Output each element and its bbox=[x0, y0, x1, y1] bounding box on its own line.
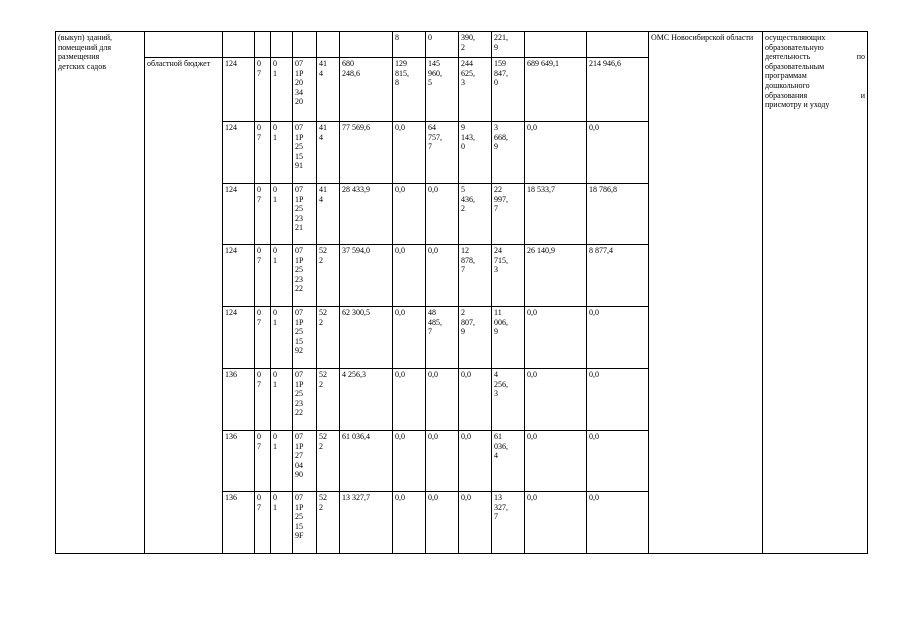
purpose-line-3: размещения bbox=[58, 52, 100, 62]
cell-subsection: 0 1 bbox=[271, 431, 293, 492]
cell-grbs: 136 bbox=[223, 369, 255, 431]
cell-2025: 159 847, 0 bbox=[492, 58, 525, 122]
cell-2025: 22 997, 7 bbox=[492, 184, 525, 245]
cell-2023: 145 960, 5 bbox=[426, 58, 459, 122]
cell-2025: 24 715, 3 bbox=[492, 245, 525, 307]
cell-total: 680 248,6 bbox=[340, 58, 393, 122]
cell-empty bbox=[255, 32, 271, 58]
cell-2023: 0,0 bbox=[426, 184, 459, 245]
cell-subsection: 0 1 bbox=[271, 184, 293, 245]
cell-target-article: 07 1P 25 23 22 bbox=[293, 245, 317, 307]
cell-section: 0 7 bbox=[255, 492, 271, 554]
cell-2023: 0,0 bbox=[426, 492, 459, 554]
result-line-5: программам bbox=[765, 71, 807, 81]
cell-2025: 13 327, 7 bbox=[492, 492, 525, 554]
cell-expense-type: 52 2 bbox=[317, 369, 340, 431]
cell-2027: 0,0 bbox=[587, 492, 649, 554]
cell-2026: 0,0 bbox=[525, 492, 587, 554]
cell-expense-type: 41 4 bbox=[317, 184, 340, 245]
cell-grbs: 124 bbox=[223, 184, 255, 245]
cell-section: 0 7 bbox=[255, 58, 271, 122]
cell-2025: 11 006, 9 bbox=[492, 307, 525, 369]
cell-empty bbox=[317, 32, 340, 58]
purpose-line-1: (выкуп) зданий, bbox=[58, 33, 113, 42]
cell-2022-top: 8 bbox=[393, 32, 426, 58]
cell-target-article: 07 1P 25 15 9F bbox=[293, 492, 317, 554]
cell-empty bbox=[223, 32, 255, 58]
cell-grbs: 136 bbox=[223, 492, 255, 554]
cell-2025: 3 668, 9 bbox=[492, 122, 525, 184]
result-line-7: образования и bbox=[765, 90, 865, 100]
executor-text: ОМС Новосибирской области bbox=[651, 33, 754, 42]
cell-total: 37 594,0 bbox=[340, 245, 393, 307]
cell-2022: 0,0 bbox=[393, 184, 426, 245]
cell-2027: 0,0 bbox=[587, 369, 649, 431]
cell-empty bbox=[525, 32, 587, 58]
cell-2023: 0,0 bbox=[426, 245, 459, 307]
cell-2025-top: 221, 9 bbox=[492, 32, 525, 58]
cell-empty bbox=[587, 32, 649, 58]
cell-grbs: 124 bbox=[223, 122, 255, 184]
cell-2024: 244 625, 3 bbox=[459, 58, 492, 122]
cell-2023: 64 757, 7 bbox=[426, 122, 459, 184]
cell-expense-type: 52 2 bbox=[317, 307, 340, 369]
cell-2024: 0,0 bbox=[459, 431, 492, 492]
cell-subsection: 0 1 bbox=[271, 307, 293, 369]
cell-2022: 0,0 bbox=[393, 245, 426, 307]
cell-subsection: 0 1 bbox=[271, 245, 293, 307]
cell-grbs: 124 bbox=[223, 58, 255, 122]
cell-expense-type: 41 4 bbox=[317, 122, 340, 184]
cell-2026: 0,0 bbox=[525, 307, 587, 369]
cell-expense-type: 52 2 bbox=[317, 492, 340, 554]
cell-2027: 0,0 bbox=[587, 431, 649, 492]
cell-empty bbox=[271, 32, 293, 58]
cell-2022: 0,0 bbox=[393, 369, 426, 431]
cell-2023: 0,0 bbox=[426, 369, 459, 431]
cell-section: 0 7 bbox=[255, 307, 271, 369]
cell-subsection: 0 1 bbox=[271, 58, 293, 122]
cell-2024: 12 878, 7 bbox=[459, 245, 492, 307]
cell-section: 0 7 bbox=[255, 431, 271, 492]
cell-2027: 18 786,8 bbox=[587, 184, 649, 245]
cell-2023: 48 485, 7 bbox=[426, 307, 459, 369]
purpose-line-4: детских садов bbox=[58, 61, 106, 71]
cell-expense-type: 52 2 bbox=[317, 245, 340, 307]
cell-subsection: 0 1 bbox=[271, 492, 293, 554]
cell-purpose bbox=[56, 32, 145, 554]
cell-empty bbox=[340, 32, 393, 58]
cell-total: 77 569,6 bbox=[340, 122, 393, 184]
table-row-top bbox=[56, 32, 868, 58]
cell-2023-top: 0 bbox=[426, 32, 459, 58]
cell-executor bbox=[649, 32, 763, 554]
cell-2024-top: 390, 2 bbox=[459, 32, 492, 58]
cell-2027: 0,0 bbox=[587, 122, 649, 184]
cell-2024: 0,0 bbox=[459, 492, 492, 554]
cell-2026: 0,0 bbox=[525, 122, 587, 184]
cell-2025: 61 036, 4 bbox=[492, 431, 525, 492]
budget-table bbox=[55, 31, 868, 554]
result-line-8: присмотру и уходу bbox=[765, 100, 830, 110]
cell-2027: 0,0 bbox=[587, 307, 649, 369]
cell-total: 62 300,5 bbox=[340, 307, 393, 369]
cell-section: 0 7 bbox=[255, 184, 271, 245]
cell-2025: 4 256, 3 bbox=[492, 369, 525, 431]
cell-2022: 0,0 bbox=[393, 307, 426, 369]
cell-2026: 18 533,7 bbox=[525, 184, 587, 245]
cell-expense-type: 52 2 bbox=[317, 431, 340, 492]
cell-expense-type: 41 4 bbox=[317, 58, 340, 122]
cell-2026: 0,0 bbox=[525, 431, 587, 492]
result-line-6: дошкольного bbox=[765, 80, 810, 90]
cell-2026: 26 140,9 bbox=[525, 245, 587, 307]
result-line-1: осуществляющих bbox=[765, 33, 826, 42]
cell-total: 4 256,3 bbox=[340, 369, 393, 431]
cell-grbs: 136 bbox=[223, 431, 255, 492]
cell-target-article: 07 1P 27 04 90 bbox=[293, 431, 317, 492]
cell-target-article: 07 1P 25 23 21 bbox=[293, 184, 317, 245]
cell-grbs: 124 bbox=[223, 245, 255, 307]
cell-total: 28 433,9 bbox=[340, 184, 393, 245]
cell-target-article: 07 1P 25 15 92 bbox=[293, 307, 317, 369]
cell-target-article: 07 1P 25 15 91 bbox=[293, 122, 317, 184]
cell-funding-source: областной бюджет bbox=[145, 58, 223, 554]
cell-2027: 214 946,6 bbox=[587, 58, 649, 122]
result-line-4: образовательным bbox=[765, 61, 825, 71]
cell-section: 0 7 bbox=[255, 122, 271, 184]
cell-target-article: 07 1P 20 34 20 bbox=[293, 58, 317, 122]
cell-section: 0 7 bbox=[255, 245, 271, 307]
cell-2022: 0,0 bbox=[393, 492, 426, 554]
cell-2027: 8 877,4 bbox=[587, 245, 649, 307]
cell-total: 13 327,7 bbox=[340, 492, 393, 554]
cell-result bbox=[763, 32, 868, 554]
cell-2022: 129 815, 8 bbox=[393, 58, 426, 122]
cell-empty bbox=[293, 32, 317, 58]
cell-2022: 0,0 bbox=[393, 431, 426, 492]
cell-2023: 0,0 bbox=[426, 431, 459, 492]
cell-2024: 2 807, 9 bbox=[459, 307, 492, 369]
cell-section: 0 7 bbox=[255, 369, 271, 431]
cell-total: 61 036,4 bbox=[340, 431, 393, 492]
result-line-2: образовательную bbox=[765, 42, 824, 52]
cell-2026: 689 649,1 bbox=[525, 58, 587, 122]
cell-grbs: 124 bbox=[223, 307, 255, 369]
cell-2024: 5 436, 2 bbox=[459, 184, 492, 245]
cell-empty bbox=[145, 32, 223, 58]
cell-target-article: 07 1P 25 23 22 bbox=[293, 369, 317, 431]
cell-2024: 0,0 bbox=[459, 369, 492, 431]
cell-subsection: 0 1 bbox=[271, 369, 293, 431]
cell-2026: 0,0 bbox=[525, 369, 587, 431]
result-line-3: деятельность по bbox=[765, 52, 865, 62]
cell-subsection: 0 1 bbox=[271, 122, 293, 184]
cell-2024: 9 143, 0 bbox=[459, 122, 492, 184]
purpose-line-2: помещений для bbox=[58, 42, 112, 52]
cell-2022: 0,0 bbox=[393, 122, 426, 184]
